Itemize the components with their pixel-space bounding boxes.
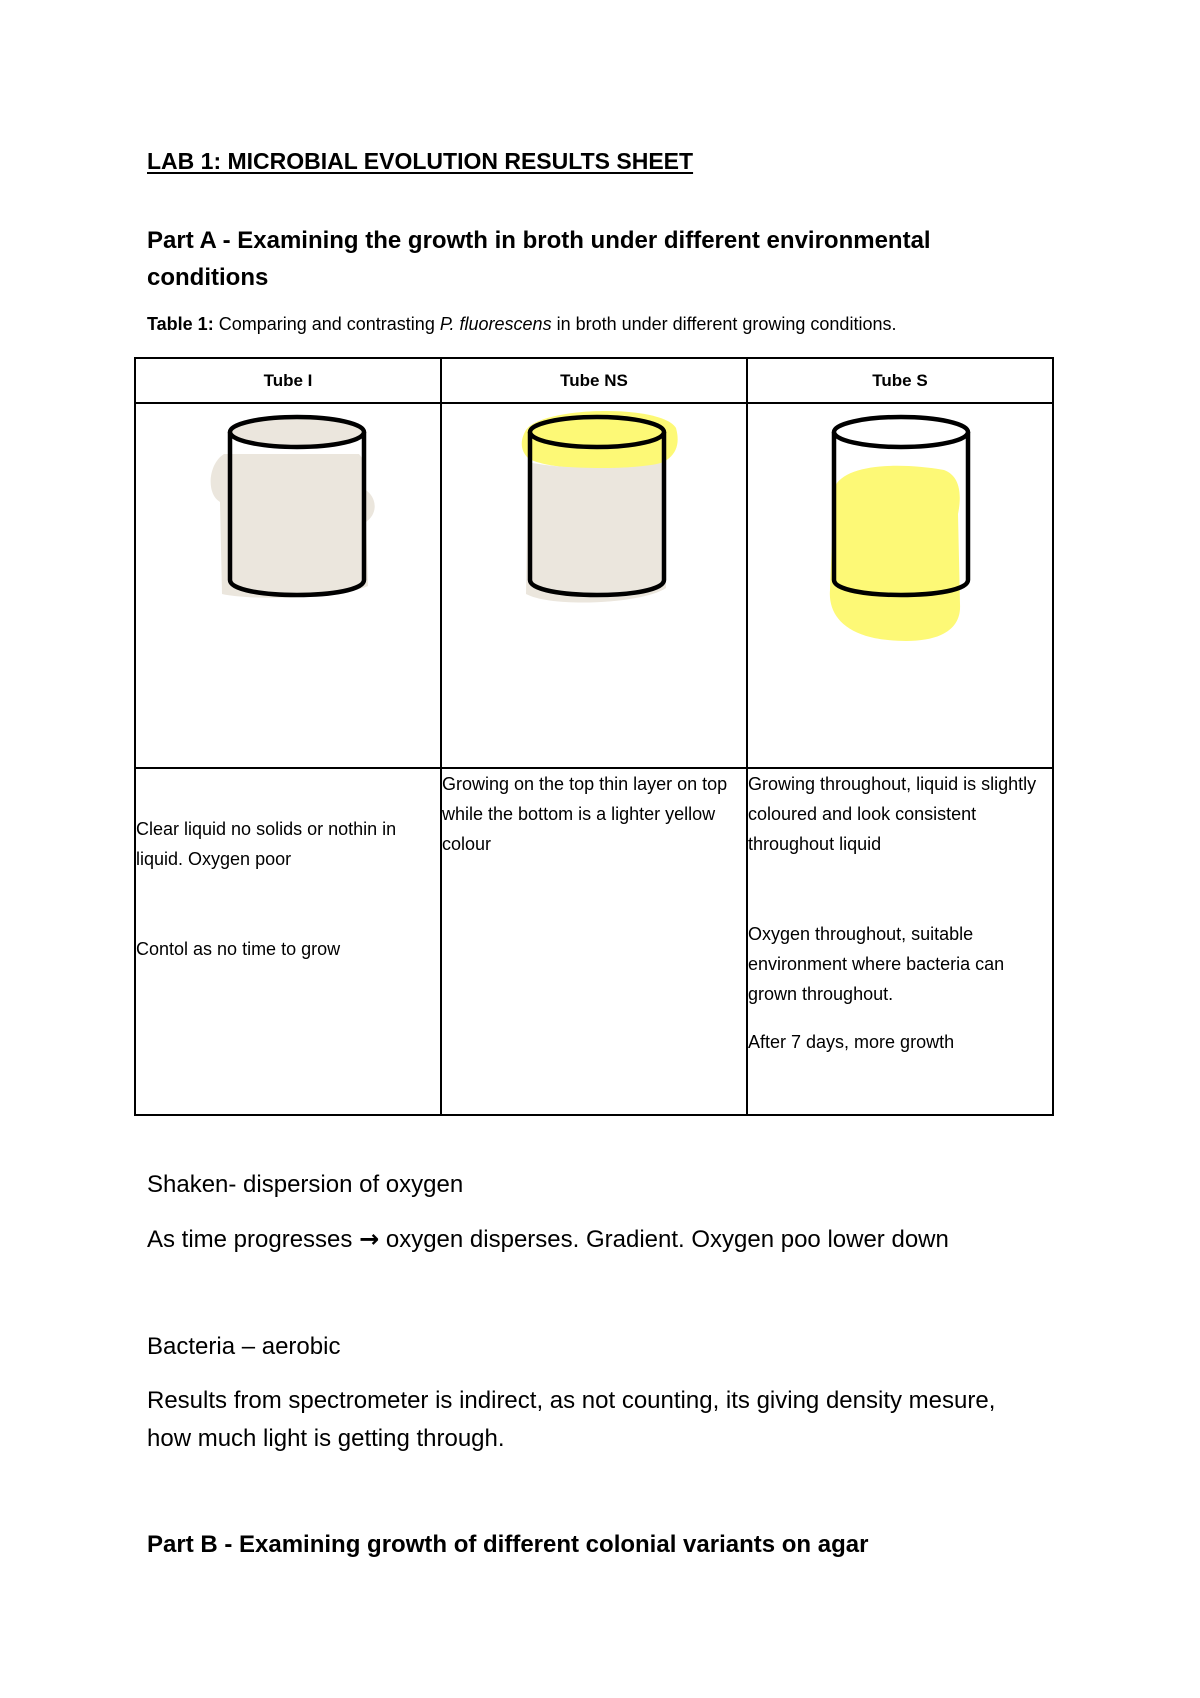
note-bacteria: Bacteria – aerobic (147, 1333, 341, 1360)
tube-ns-drawing-cell (441, 403, 747, 768)
tube-i-broth-fill (211, 454, 375, 598)
right-arrow-icon: → (359, 1225, 380, 1253)
note-time-progresses (147, 1220, 1047, 1259)
tube-ns-drawing (442, 404, 744, 765)
part-b-heading: Part B - Examining growth of different colonial variants on agar (147, 1531, 869, 1558)
results-table (134, 357, 1054, 1116)
tube-ns-tube-rim (530, 417, 664, 447)
table-caption-organism: P. fluorescens (439, 314, 552, 334)
tube-s-drawing-cell (747, 403, 1053, 768)
tube-i-observation: Clear liquid no solids or nothin in liquid. Oxygen poor (136, 819, 397, 869)
tube-ns-observation: Growing on the top thin layer on top while the bottom is a lighter yellow colour (442, 774, 728, 854)
tube-ns-description-cell (441, 768, 747, 1115)
note-gradient-text: oxygen disperses. Gradient. Oxygen poo lower down (385, 1226, 949, 1253)
tube-i-description-cell (135, 768, 441, 1115)
header-tube-ns: Tube NS (441, 358, 747, 403)
table-caption-label: Table 1: (147, 314, 214, 334)
part-a-heading: Part A - Examining the growth in broth under different environmental conditions (147, 227, 931, 291)
table-header-row (135, 358, 1053, 403)
tube-drawings-row (135, 403, 1053, 768)
table-caption (147, 314, 896, 335)
tube-i-drawing-cell (135, 403, 441, 768)
tube-s-description-cell (747, 768, 1053, 1115)
tube-s-yellow-broth-fill (830, 466, 960, 641)
note-shaken: Shaken- dispersion of oxygen (147, 1171, 464, 1198)
tube-s-oxygen-note: Oxygen throughout, suitable environment where bacteria can grown throughout. (748, 924, 1005, 1004)
tube-ns-broth-fill (526, 462, 666, 603)
tube-i-tube-rim (230, 417, 364, 447)
tube-s-growth-note: After 7 days, more growth (748, 1032, 955, 1052)
document-title: LAB 1: MICROBIAL EVOLUTION RESULTS SHEET (147, 148, 694, 174)
tube-s-tube-rim (834, 417, 968, 447)
header-tube-i: Tube I (135, 358, 441, 403)
table-caption-text-before: Comparing and contrasting (218, 314, 440, 334)
note-time-text: As time progresses (147, 1226, 353, 1253)
tube-i-drawing (136, 404, 438, 765)
header-tube-s: Tube S (747, 358, 1053, 403)
tube-s-observation: Growing throughout, liquid is slightly coloured and look consistent throughout liquid (748, 774, 1037, 854)
tube-i-note: Contol as no time to grow (136, 939, 341, 959)
table-caption-text-after: in broth under different growing conditions. (551, 314, 897, 334)
tube-s-drawing (748, 404, 1050, 765)
note-spectrometer: Results from spectrometer is indirect, as not counting, its giving density mesure, how much light is getting through. (147, 1387, 996, 1452)
descriptions-row (135, 768, 1053, 1115)
